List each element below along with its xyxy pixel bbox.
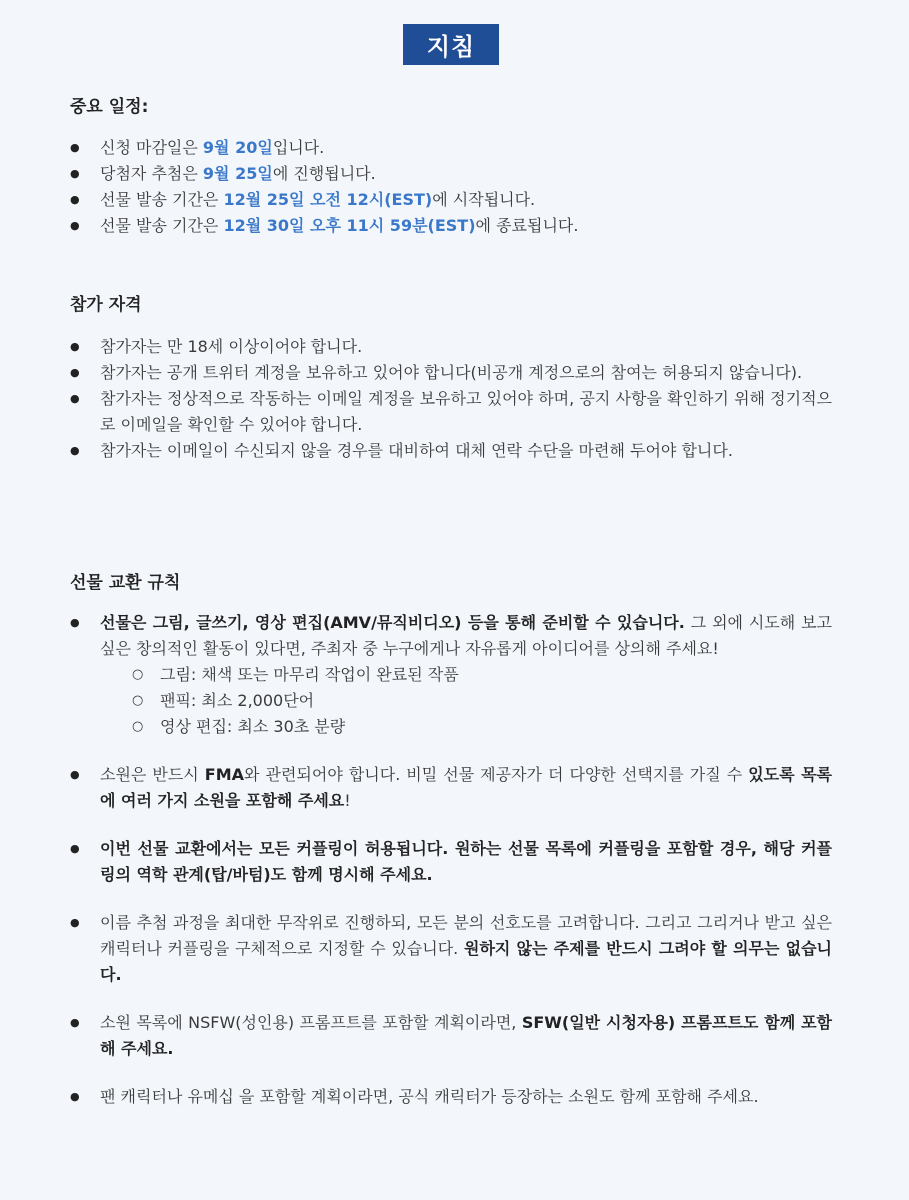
list-item: ● 선물은 그림, 글쓰기, 영상 편집(AMV/뮤직비디오) 등을 통해 준비할 수 있습니다. 그 외에 시도해 보고 싶은 창의적인 활동이 있다면, 주최자 중 누구에게나 자유롭게 아이디어를 상의해 주세요! ○ 그림: 채색 또는 마무리 작업이 완료된 작품 ○ 팬픽: 최소 2,000단어 ○ 영상 편집: 최소 30초 분량 bbox=[70, 610, 832, 740]
list-item: ● 당첨자 추첨은 9월 25일에 진행됩니다. bbox=[70, 161, 832, 187]
list-item: ● 참가자는 이메일이 수신되지 않을 경우를 대비하여 대체 연락 수단을 마련해 두어야 합니다. bbox=[70, 438, 832, 464]
list-item: ● 참가자는 공개 트위터 계정을 보유하고 있어야 합니다(비공개 계정으로의 참여는 허용되지 않습니다). bbox=[70, 360, 832, 386]
list-item: ● 신청 마감일은 9월 20일입니다. bbox=[70, 135, 832, 161]
eligibility-list bbox=[70, 334, 832, 464]
list-item: ● 참가자는 만 18세 이상이어야 합니다. bbox=[70, 334, 832, 360]
list-item: ● 이번 선물 교환에서는 모든 커플링이 허용됩니다. 원하는 선물 목록에 커플링을 포함할 경우, 해당 커플링의 역학 관계(탑/바텀)도 함께 명시해 주세요. bbox=[70, 836, 832, 888]
list-item: ● 참가자는 정상적으로 작동하는 이메일 계정을 보유하고 있어야 하며, 공지 사항을 확인하기 위해 정기적으로 이메일을 확인할 수 있어야 합니다. bbox=[70, 386, 832, 438]
list-item: ● 선물 발송 기간은 12월 30일 오후 11시 59분(EST)에 종료됩니다. bbox=[70, 213, 832, 239]
schedule-heading: 중요 일정: bbox=[70, 97, 149, 117]
rules-list bbox=[70, 610, 832, 1110]
rules-heading: 선물 교환 규칙 bbox=[70, 573, 181, 593]
sub-list-item: ○ 팬픽: 최소 2,000단어 bbox=[132, 688, 832, 714]
list-item: ● 팬 캐릭터나 유메십 을 포함할 계획이라면, 공식 캐릭터가 등장하는 소원도 함께 포함해 주세요. bbox=[70, 1084, 832, 1110]
page-title: 지침 bbox=[403, 24, 499, 65]
sub-list-item: ○ 그림: 채색 또는 마무리 작업이 완료된 작품 bbox=[132, 662, 832, 688]
list-item: ● 선물 발송 기간은 12월 25일 오전 12시(EST)에 시작됩니다. bbox=[70, 187, 832, 213]
list-item: ● 소원 목록에 NSFW(성인용) 프롬프트를 포함할 계획이라면, SFW(일반 시청자용) 프롬프트도 함께 포함해 주세요. bbox=[70, 1010, 832, 1062]
sub-list bbox=[100, 662, 832, 740]
list-item: ● 이름 추첨 과정을 최대한 무작위로 진행하되, 모든 분의 선호도를 고려합니다. 그리고 그리거나 받고 싶은 캐릭터나 커플링을 구체적으로 지정할 수 있습니다. 원하지 않는 주제를 반드시 그려야 할 의무는 없습니다. bbox=[70, 910, 832, 988]
eligibility-heading: 참가 자격 bbox=[70, 295, 142, 315]
sub-list-item: ○ 영상 편집: 최소 30초 분량 bbox=[132, 714, 832, 740]
list-item: ● 소원은 반드시 FMA와 관련되어야 합니다. 비밀 선물 제공자가 더 다양한 선택지를 가질 수 있도록 목록에 여러 가지 소원을 포함해 주세요! bbox=[70, 762, 832, 814]
schedule-list bbox=[70, 135, 832, 239]
